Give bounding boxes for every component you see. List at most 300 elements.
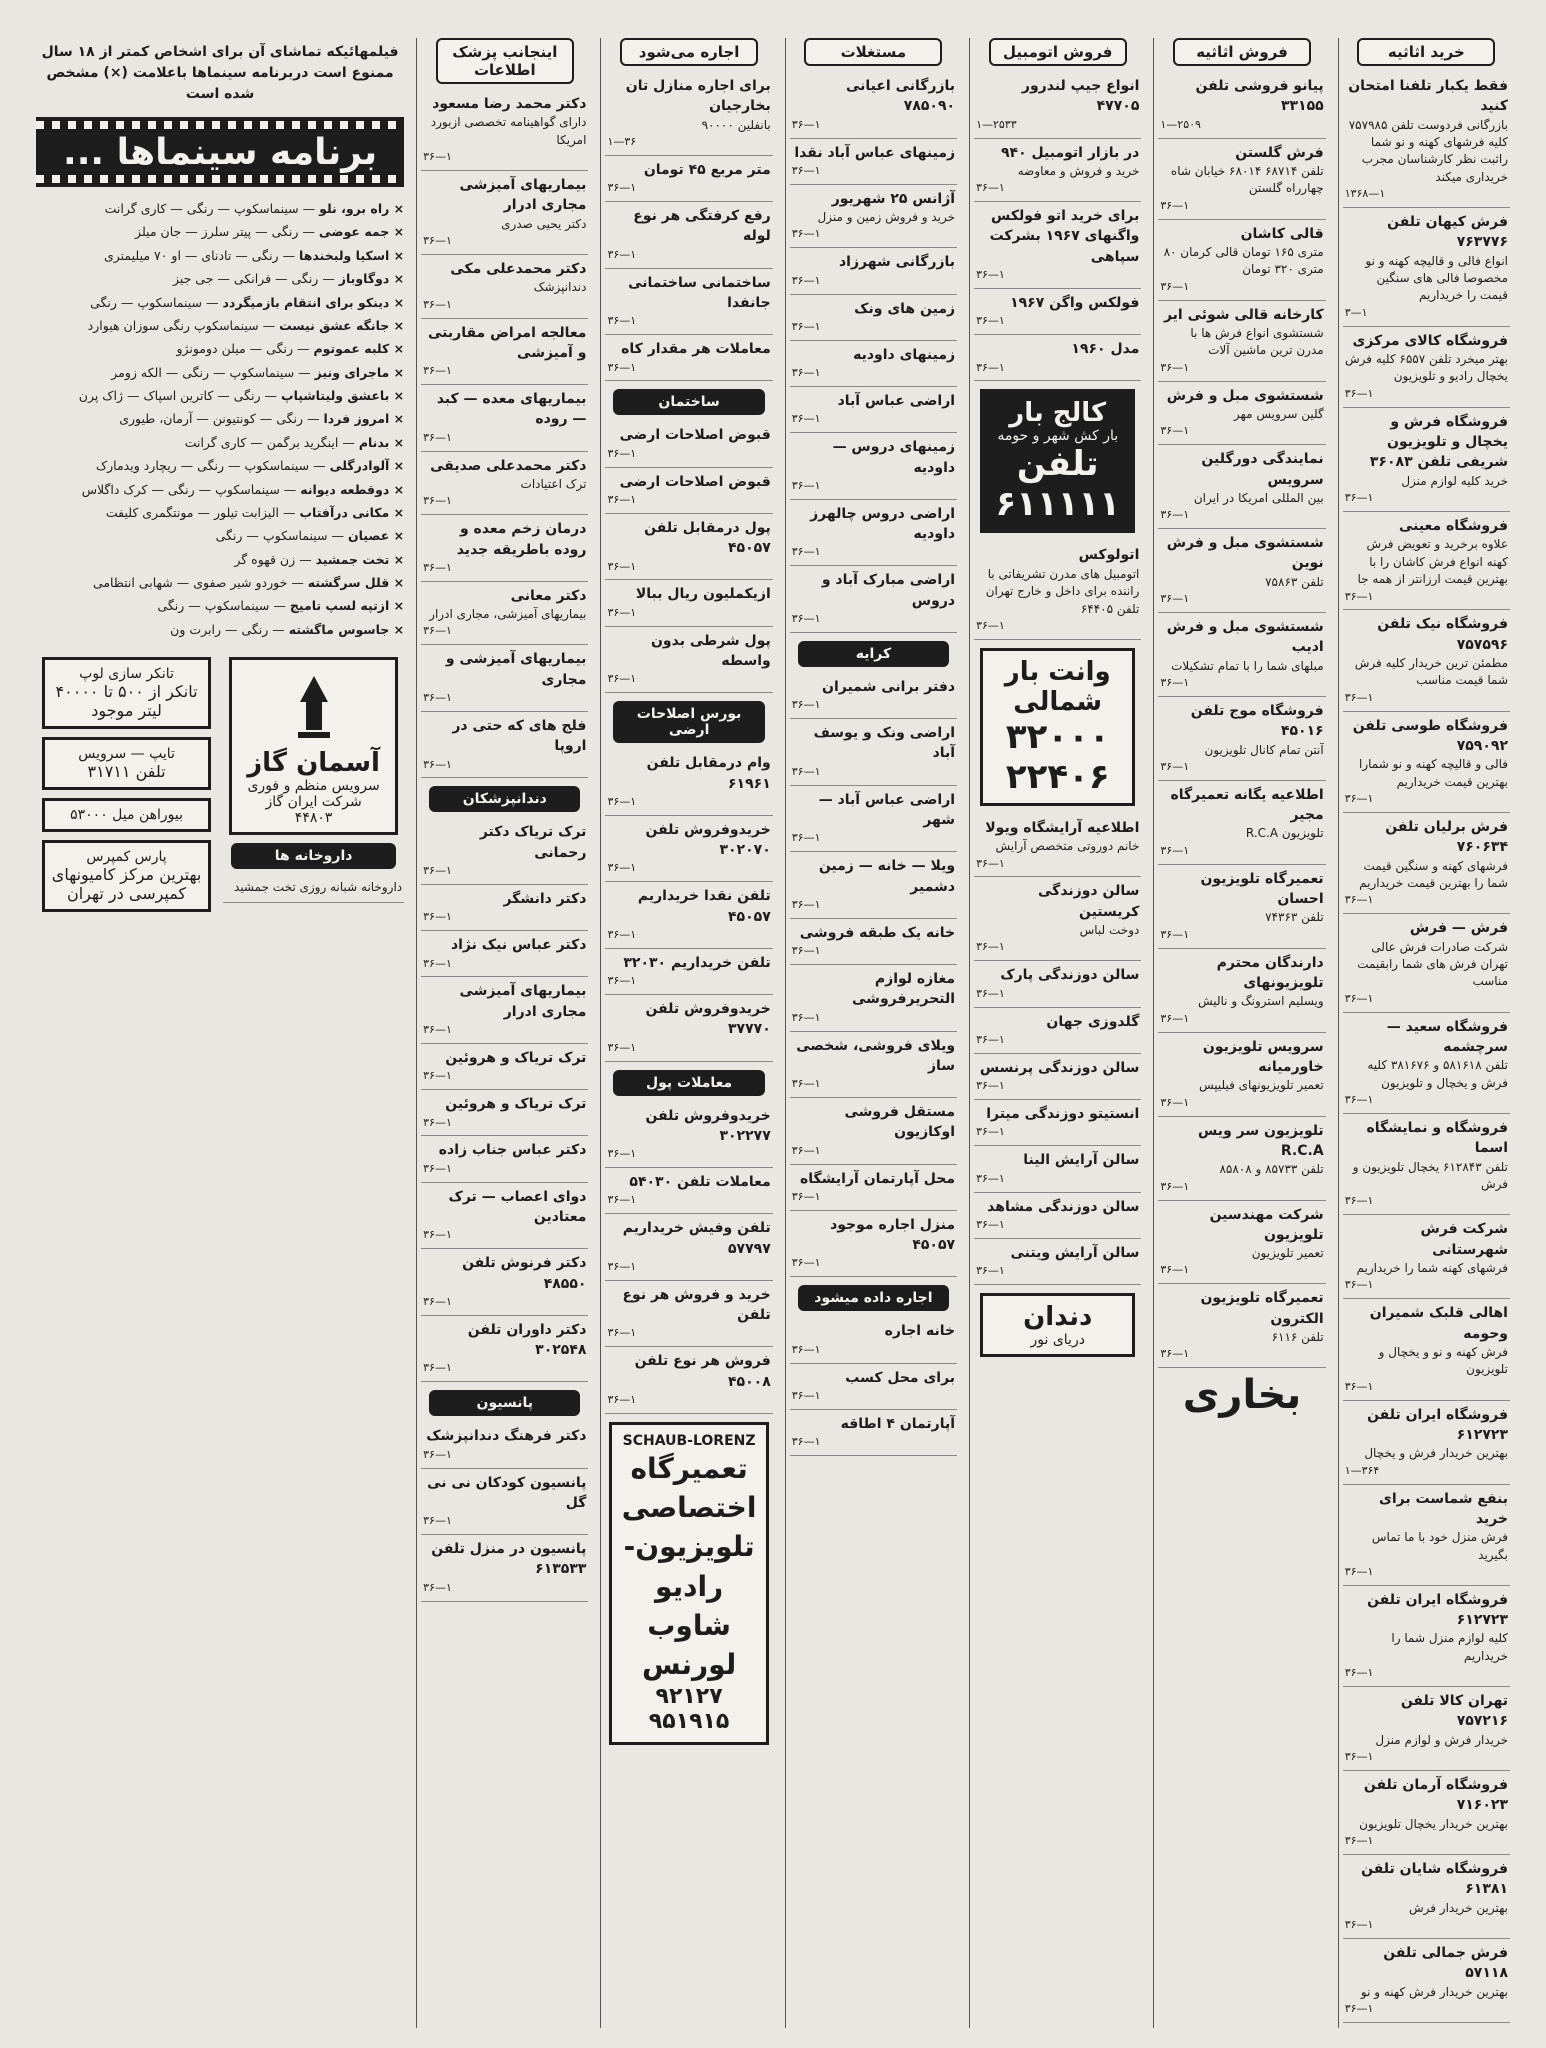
classified-ad bbox=[974, 289, 1141, 335]
ad-code: ۳۶—۱ bbox=[791, 1342, 821, 1356]
ad-code: ۳۶—۱ bbox=[1344, 589, 1374, 603]
film-title: × دوقطعه دیوانه bbox=[300, 481, 405, 497]
ad-title: دکتر عباس نیک نژاد bbox=[450, 937, 587, 954]
classified-ad bbox=[421, 1044, 588, 1090]
ad-title: منزل اجاره موجود ۴۵۰۵۷ bbox=[830, 1216, 956, 1254]
ad-body: ترک اعتیادات bbox=[520, 476, 587, 491]
ad-code: ۳۶—۱ bbox=[976, 181, 1005, 195]
ad-code: ۳۶—۱ bbox=[423, 1361, 452, 1375]
classified-ad bbox=[790, 387, 957, 433]
ad-code: ۳۶—۱ bbox=[791, 698, 821, 712]
ad-code: ۳۶—۱ bbox=[607, 927, 637, 941]
ad-title: تلفن خریداریم ۳۲۰۳۰ bbox=[623, 954, 771, 971]
classified-ad bbox=[974, 1239, 1141, 1285]
ad-body: فرشهای کهنه شما را خریداریم bbox=[1356, 1261, 1508, 1275]
ad-title: شستشوی مبل و فرش ادیب bbox=[1166, 619, 1324, 656]
ad-title: اراضی عباس آباد bbox=[837, 393, 956, 410]
ad-title: فروشگاه موج تلفن ۴۵۰۱۶ bbox=[1190, 702, 1324, 740]
classified-ad bbox=[1158, 220, 1325, 301]
classified-ad bbox=[1343, 712, 1510, 813]
film-info: سینماسکوپ — رنگی bbox=[215, 528, 328, 544]
ad-code: ۳۶—۱ bbox=[791, 611, 821, 625]
ad-code: ۳۶—۱ bbox=[607, 1193, 637, 1207]
ad-title: پول شرطی بدون واسطه bbox=[650, 632, 771, 669]
side-ads bbox=[36, 649, 217, 920]
film-title: × راه برو، نلو bbox=[319, 201, 405, 216]
gas-ad-phone: ۴۴۸۰۳ bbox=[294, 810, 333, 827]
ad-code: ۳۶—۱ bbox=[1160, 198, 1190, 212]
film-info: سینماسکوپ — رنگی bbox=[157, 598, 270, 614]
classified-ad bbox=[421, 515, 588, 582]
ad-title: فروشگاه طوسی تلفن ۷۵۹۰۹۲ bbox=[1352, 717, 1508, 755]
film-listing: × ازتپه لسپ تامیج — سینماسکوپ — رنگی bbox=[157, 598, 405, 614]
ad-title: فروشگاه سعید — سرچشمه bbox=[1386, 1018, 1508, 1056]
ad-title: تعمیرگاه تلویزیون احسان bbox=[1200, 870, 1324, 908]
film-info: سینماسکوپ — رنگی — الکه زومر bbox=[111, 364, 295, 380]
ad-code: ۳۶—۱ bbox=[1160, 1179, 1190, 1193]
ad-title: تلفن وفیش خریداریم ۵۷۷۹۷ bbox=[622, 1220, 771, 1257]
ad-code: ۳۶—۱ bbox=[1160, 1011, 1190, 1025]
ad-code: ۱—۳۶ bbox=[607, 134, 637, 148]
film-info: رنگی — کونتیونن — آرمان، طیوری bbox=[119, 411, 304, 427]
ad-title: خریدوفروش تلفن ۳۷۷۷۰ bbox=[645, 1001, 771, 1038]
ad-title: بیماریهای آمیزشی و مجاری bbox=[445, 651, 587, 688]
section-subheader: دندانپزشکان bbox=[429, 786, 580, 812]
ad-title: فروشگاه کالای مرکزی bbox=[1352, 332, 1508, 349]
ad-title: اراضی دروس چالهرز داودیه bbox=[810, 505, 956, 543]
ad-code: ۳۶—۱ bbox=[607, 446, 637, 460]
ad-code: ۳۶—۱ bbox=[423, 150, 452, 164]
pharmacy-body: داروخانه شبانه روزی تخت جمشید bbox=[234, 880, 403, 895]
classified-ad bbox=[974, 814, 1141, 878]
film-info: سینماسکوپ — رنگی — کاری گرانت bbox=[104, 201, 299, 216]
side-box-ad bbox=[42, 840, 211, 912]
ad-body: تعمیر تلویزیون bbox=[1251, 1246, 1324, 1261]
ad-code: ۳—۱ bbox=[1344, 305, 1368, 319]
film-listing: × دینکو برای انتقام بازمیگردد — سینماسکوپ — رنگی bbox=[90, 294, 405, 310]
classified-ad bbox=[790, 248, 957, 294]
cinema-note: فیلمهائیکه تماشای آن برای اشخاص کمتر از ۱۸ سال ممنوع است دربرنامه سینماها باعلامت (×) مشخص شده است bbox=[41, 44, 399, 102]
classified-ad bbox=[1343, 1114, 1510, 1215]
ad-code: ۳۶—۱ bbox=[1344, 893, 1374, 907]
ad-code: ۳۶—۱ bbox=[791, 319, 821, 333]
classified-ad bbox=[1158, 445, 1325, 529]
ad-code: ۳۶—۱ bbox=[607, 672, 637, 686]
film-listing: × ماجرای ونیز — سینماسکوپ — رنگی — الکه زومر bbox=[111, 364, 405, 380]
ad-code: ۳۶—۱ bbox=[1344, 690, 1374, 704]
ad-title: شرکت مهندسین تلویزیون bbox=[1209, 1206, 1324, 1243]
ad-body: بهترین خریدار فرش و یخچال bbox=[1364, 1446, 1508, 1461]
ad-title: بازرگانی اعیانی ۷۸۵۰۹۰ bbox=[845, 78, 956, 115]
ad-title: وام درمقابل تلفن ۶۱۹۶۱ bbox=[646, 755, 771, 792]
film-info: خوردو شیر صفوی — شهابی انتظامی bbox=[92, 575, 288, 590]
side-box-ad bbox=[42, 737, 211, 790]
ad-code: ۳۶—۱ bbox=[423, 910, 452, 924]
classified-ad bbox=[1343, 914, 1510, 1012]
classified-ad bbox=[1343, 512, 1510, 610]
ad-title: بنفع شماست برای خرید bbox=[1379, 1490, 1508, 1527]
ad-title: فلج های که حتی در اروپا bbox=[452, 717, 587, 755]
gas-ad-body: سرویس منظم و فوری شرکت ایران گاز bbox=[247, 778, 380, 811]
film-title: × اسکیا ولبخندها bbox=[299, 247, 405, 263]
dental-ad-title: دندان bbox=[1023, 1302, 1093, 1333]
ad-title: اراضی عباس آباد — شهر bbox=[818, 791, 956, 828]
film-listing: × تخت جمشید — زن قهوه گر bbox=[234, 551, 405, 567]
ad-body: شرکت صادرات فرش عالی تهران فرش های شما رابقیمت مناسب bbox=[1357, 939, 1508, 989]
film-info: رنگی — پیتر سلرز — جان میلز bbox=[135, 224, 299, 240]
ad-code: ۳۶—۱ bbox=[1160, 1347, 1190, 1361]
ad-code: ۱—۲۵۰۹ bbox=[1160, 117, 1201, 131]
ad-body: اتومبیل های مدرن تشریفاتی با راننده برای داخل و خارج تهران تلفن ۶۴۴۰۵ bbox=[985, 566, 1140, 616]
ad-code: ۳۶—۱ bbox=[1344, 1194, 1374, 1208]
ad-code: ۳۶—۱ bbox=[1344, 792, 1374, 806]
ad-code: ۳۶—۱ bbox=[607, 314, 637, 328]
ad-title: رفع کرفتگی هر نوع لوله bbox=[633, 208, 771, 245]
classified-ad bbox=[1343, 1401, 1510, 1485]
ad-code: ۳۶—۱ bbox=[1344, 1666, 1374, 1680]
ad-title: دکتر فرهنگ دندانپزشک bbox=[426, 1428, 587, 1445]
classified-ad bbox=[790, 295, 957, 341]
ad-title: درمان زخم معده و روده باطریقه جدید bbox=[456, 521, 587, 558]
classified-ad bbox=[790, 500, 957, 567]
ad-code: ۳۶—۱ bbox=[791, 117, 821, 131]
ad-body: خرید و فروش زمین و منزل bbox=[817, 210, 956, 225]
classified-ad bbox=[1343, 327, 1510, 408]
ad-title: سالن دوزندگی کریستین bbox=[1038, 883, 1140, 920]
classified-ad bbox=[1343, 1939, 1510, 2023]
ad-code: ۳۶—۱ bbox=[423, 364, 452, 378]
ad-code: ۳۶—۱ bbox=[607, 794, 637, 808]
film-listing: × جاسوس ماگشته — رنگی — رابرت ون bbox=[170, 621, 405, 637]
classified-ad bbox=[421, 255, 588, 319]
column-header: اینجانب پزشک اطلاعات bbox=[436, 38, 574, 84]
film-title: × کلبه عموتوم bbox=[313, 341, 405, 357]
side-box-ad bbox=[42, 798, 211, 832]
classified-ad bbox=[605, 882, 772, 949]
classified-ad bbox=[1158, 301, 1325, 382]
column-header: مستغلات bbox=[804, 38, 942, 66]
college-bar-title: کالج بار bbox=[1009, 398, 1107, 429]
film-title: × دوگاوباز bbox=[338, 271, 405, 287]
ad-code: ۳۶—۱ bbox=[1344, 2001, 1374, 2015]
classified-ad bbox=[605, 202, 772, 269]
ad-code: ۳۶—۱ bbox=[791, 944, 821, 958]
ad-code: ۳۶—۱ bbox=[791, 831, 821, 845]
ad-title: کارخانه قالی شوئی ایر bbox=[1163, 306, 1324, 323]
classified-ad bbox=[790, 673, 957, 719]
schaub-phone: ۹۲۱۲۷ ۹۵۱۹۱۵ bbox=[648, 1684, 730, 1735]
ad-code: ۳۶—۱ bbox=[791, 545, 821, 559]
ad-code: ۳۶—۱ bbox=[1160, 759, 1190, 773]
ad-code: ۳۶—۱ bbox=[976, 986, 1005, 1000]
classified-ad bbox=[1343, 408, 1510, 512]
ad-body: تلفن ۵۸۱۶۱۸ و ۳۸۱۶۷۶ کلیه فرش و یخچال و تلویزیون bbox=[1367, 1058, 1508, 1090]
ad-body: بین المللی امریکا در ایران bbox=[1193, 490, 1324, 505]
classified-ad bbox=[421, 1422, 588, 1468]
ad-body: بازرگانی فردوست تلفن ۷۵۷۹۸۵ کلیه فرشهای کهنه و نو شما راثبت نظر کارشناسان مجرب خریداری میکند bbox=[1348, 117, 1508, 184]
ad-code: ۳۶—۱ bbox=[423, 691, 452, 704]
ad-title: پیانو فروشی تلفن ۳۳۱۵۵ bbox=[1195, 78, 1324, 115]
classified-ad bbox=[421, 452, 588, 516]
ad-title: فولکس واگن ۱۹۶۷ bbox=[1010, 294, 1140, 311]
ad-code: ۳۶—۱ bbox=[1344, 991, 1374, 1005]
classified-ad bbox=[421, 1183, 588, 1250]
classified-ad bbox=[974, 335, 1141, 381]
ad-title: بازرگانی شهرزاد bbox=[838, 254, 956, 271]
classified-ad bbox=[605, 580, 772, 626]
section-subheader: پانسیون bbox=[429, 1390, 580, 1416]
classified-ad bbox=[605, 627, 772, 694]
ad-code: ۳۶—۱ bbox=[607, 1040, 637, 1054]
column-header: فروش اتومبیل bbox=[989, 38, 1127, 66]
ad-title: دفتر برانی شمیران bbox=[822, 678, 956, 695]
classified-ad bbox=[421, 1136, 588, 1182]
classified-ad bbox=[790, 1098, 957, 1165]
ad-body: فالی و قالیچه کهنه و نو شمارا بهترین قیمت خریداریم bbox=[1359, 757, 1508, 789]
ad-body: خانم دوروتی متخصص آرایش bbox=[995, 839, 1140, 854]
ad-title: قبوض اصلاحات ارضی bbox=[619, 427, 771, 444]
film-listing: × کلبه عموتوم — رنگی — میلن دومونژو bbox=[176, 341, 405, 357]
classified-ad bbox=[605, 335, 772, 381]
classified-ad bbox=[421, 1249, 588, 1316]
ad-title: فرش برلیان تلفن ۷۶۰۶۳۴ bbox=[1385, 819, 1508, 856]
classified-ad bbox=[605, 1214, 772, 1281]
ad-code: ۳۶—۱ bbox=[976, 1079, 1005, 1093]
film-title: × قلل سرگشته bbox=[307, 575, 405, 590]
ad-title: دکتر محمدعلی مکی bbox=[450, 260, 587, 277]
classified-ad bbox=[790, 1364, 957, 1410]
ad-code: ۳۶—۱ bbox=[791, 478, 821, 492]
cinema-banner: برنامه سینماها ... bbox=[36, 117, 404, 187]
classified-ad bbox=[974, 1146, 1141, 1192]
ad-code: ۱—۲۵۳۳ bbox=[976, 117, 1017, 131]
film-title: × ازتپه لسپ تامیج bbox=[289, 598, 405, 614]
ad-code: ۳۶—۱ bbox=[791, 897, 821, 911]
classified-ad bbox=[974, 202, 1141, 289]
film-title: × ماجرای ونیز bbox=[314, 364, 405, 380]
ad-code: ۳۶—۱ bbox=[423, 1294, 452, 1308]
classified-ad bbox=[605, 1347, 772, 1414]
ad-title: مدل ۱۹۶۰ bbox=[1071, 341, 1140, 358]
ad-title: ازیکملیون ریال ببالا bbox=[635, 586, 771, 603]
ad-title: اهالی قلبک شمیران وحومه bbox=[1369, 1305, 1508, 1342]
ad-title: تعمیرگاه تلویزیون الکترون bbox=[1200, 1290, 1324, 1327]
ad-code: ۳۶—۱ bbox=[423, 1514, 452, 1528]
ad-title: زمین های ونک bbox=[854, 300, 956, 317]
ad-code: ۳۶—۱ bbox=[607, 247, 637, 261]
ad-code: ۳۶—۱ bbox=[791, 163, 821, 177]
ad-code: ۳۶—۱ bbox=[791, 1388, 821, 1402]
ad-title: انواع جیپ لندرور ۴۷۷۰۵ bbox=[1021, 78, 1140, 115]
ad-code: ۳۶—۱ bbox=[791, 227, 821, 241]
classified-ad bbox=[421, 1316, 588, 1383]
ad-body: تلفن ۸۵۷۳۳ و ۸۵۸۰۸ bbox=[1219, 1162, 1324, 1177]
ad-body: دکتر یحیی صدری bbox=[501, 216, 587, 231]
classified-ad bbox=[1343, 1687, 1510, 1771]
ad-title: فروشگاه ایران تلفن ۶۱۲۷۲۳ bbox=[1367, 1406, 1508, 1443]
ad-title: فرش جمالی تلفن ۵۷۱۱۸ bbox=[1383, 1944, 1508, 1982]
column-header: خرید اثاثیه bbox=[1357, 38, 1495, 66]
film-listing: × دوقطعه دیوانه — سینماسکوپ — رنگی — کرک داگلاس bbox=[81, 481, 405, 497]
ad-title: اراضی ونک و یوسف آباد bbox=[813, 725, 956, 762]
classified-ad bbox=[790, 965, 957, 1032]
ad-title: مستقل فروشی اوکازیون bbox=[844, 1104, 956, 1141]
ad-body: بهترین خریدار فرش bbox=[1408, 1900, 1508, 1915]
classified-ad bbox=[421, 977, 588, 1044]
ad-code: ۳۶—۱ bbox=[976, 1171, 1005, 1185]
ad-title: محل آپارتمان آرایشگاه bbox=[800, 1170, 956, 1187]
film-title: × عصیان bbox=[347, 528, 405, 544]
classified-ad bbox=[790, 72, 957, 139]
ad-code: ۳۶—۱ bbox=[791, 1143, 821, 1157]
ad-code: ۳۶—۱ bbox=[423, 1580, 452, 1594]
ad-title: ساختمانی ساختمانی جانفدا bbox=[628, 274, 771, 311]
column-header: فروش اثاثیه bbox=[1173, 38, 1311, 66]
ad-code: ۳۶—۱ bbox=[791, 1189, 821, 1203]
ad-body: مبلهای شما را با تمام تشکیلات bbox=[1171, 658, 1324, 673]
film-info: سینماسکوپ — رنگی — ریچارد ویدمارک bbox=[95, 458, 310, 474]
classified-ad bbox=[974, 139, 1141, 203]
ad-code: ۳۶—۱ bbox=[607, 974, 637, 988]
ad-title: فروشگاه ایران تلفن ۶۱۲۷۲۳ bbox=[1367, 1591, 1508, 1629]
film-title: × جانگه عشق نیست bbox=[279, 317, 405, 333]
film-title: × تخت جمشید bbox=[315, 551, 405, 567]
film-info: رنگی — میلن دومونژو bbox=[176, 341, 293, 357]
ad-title: در بازار اتومبیل ۹۴۰ bbox=[1001, 144, 1140, 161]
ad-title: ترک تریاک و هروئین bbox=[445, 1050, 587, 1066]
ad-code: ۳۶—۱ bbox=[607, 1326, 637, 1340]
van-bar-phone: ۳۲۰۰۰ ۲۲۴۰۶ bbox=[1005, 716, 1110, 797]
classified-ad bbox=[605, 269, 772, 336]
schaub-title: تعمیرگاه اختصاصی تلویزیون-رادیو شاوب لورنس bbox=[621, 1451, 757, 1681]
classified-ad bbox=[1158, 1284, 1325, 1368]
section-subheader: اجاره داده میشود bbox=[798, 1285, 949, 1311]
ad-code: ۳۶—۱ bbox=[791, 1010, 821, 1024]
classified-ad bbox=[421, 712, 588, 779]
film-listing: × اسکیا ولبخندها — رنگی — تادنای — او ۷۰ میلیمتری bbox=[103, 247, 405, 263]
ad-body: بهترین خریدار یخچال تلویزیون bbox=[1359, 1816, 1508, 1831]
ad-body: دارای گواهینامه تخصصی ازبورد امریکا bbox=[430, 115, 587, 147]
classified-ad bbox=[790, 341, 957, 387]
ad-body: علاوه برخرید و تعویض فرش کهنه انواع فرش کاشان را با بهترین قیمت ارزانتر از همه جا bbox=[1357, 537, 1508, 587]
ad-title: خریدوفروش تلفن ۳۰۲۰۷۰ bbox=[645, 821, 771, 859]
ad-title: بیماریهای آمیزشی مجاری ادرار bbox=[459, 177, 587, 214]
ad-code: ۳۶—۱ bbox=[1344, 386, 1374, 400]
ad-title: شرکت فرش شهرستانی bbox=[1420, 1221, 1508, 1258]
side-ad-title: تایپ — سرویس bbox=[78, 746, 175, 763]
ad-body: بیماریهای آمیزشی، مجاری ادرار bbox=[429, 607, 587, 622]
ad-title: معاملات تلفن ۵۴۰۳۰ bbox=[629, 1174, 771, 1191]
classified-ad bbox=[421, 90, 588, 171]
film-info: سینماسکوپ رنگی سوزان هیوارد bbox=[87, 317, 259, 333]
ad-title: پانسیون در منزل تلفن ۶۱۳۵۳۳ bbox=[431, 1541, 587, 1578]
side-ad-body: بهترین مرکز کامیونهای کمپرسی در تهران bbox=[51, 865, 202, 904]
column-buy-furniture bbox=[1338, 38, 1514, 2028]
ad-title: آپارتمان ۴ اطاقه bbox=[840, 1415, 956, 1432]
classified-ad bbox=[421, 171, 588, 255]
ad-code: ۳۶—۱ bbox=[423, 234, 452, 247]
ad-code: ۳۶—۱ bbox=[423, 1447, 452, 1461]
classified-ad bbox=[605, 816, 772, 883]
column-cinema bbox=[32, 38, 408, 2028]
column-doctors bbox=[416, 38, 592, 2028]
section-subheader: کرایه bbox=[798, 641, 949, 667]
ad-title: دکتر محمد رضا مسعود bbox=[432, 96, 587, 112]
ad-code: ۳۶—۱ bbox=[976, 618, 1005, 632]
film-listing: × جمه عوضی — رنگی — پیتر سلرز — جان میلز bbox=[135, 224, 405, 240]
ad-title: قالی کاشان bbox=[1240, 225, 1324, 242]
film-listing: × جانگه عشق نیست — سینماسکوپ رنگی سوزان هیوارد bbox=[87, 317, 405, 333]
classified-ad bbox=[605, 514, 772, 581]
ad-title: فرش گلستن bbox=[1235, 144, 1324, 161]
classified-ad bbox=[1343, 1771, 1510, 1855]
ad-title: فرش — فرش bbox=[1409, 920, 1508, 937]
ad-title: اراضی مبارک آباد و دروس bbox=[821, 572, 956, 609]
column-rent bbox=[600, 38, 776, 2028]
ad-code: ۱۳۶۸—۱ bbox=[1344, 187, 1386, 201]
classified-ad bbox=[1343, 610, 1510, 711]
gas-ad bbox=[229, 657, 398, 835]
ad-code: ۳۶—۱ bbox=[1344, 1918, 1374, 1932]
ad-code: ۳۶—۱ bbox=[423, 1115, 452, 1129]
ad-code: ۳۶—۱ bbox=[607, 360, 637, 374]
ad-title: تهران کالا تلفن ۷۵۷۲۱۶ bbox=[1400, 1693, 1508, 1730]
ad-code: ۳۶—۱ bbox=[607, 861, 637, 875]
ad-title: شستشوی مبل و فرش نوین bbox=[1166, 535, 1324, 572]
ad-title: خرید و فروش هر نوع تلفن bbox=[622, 1286, 771, 1324]
ad-body: متری ۱۶۵ تومان قالی کرمان ۸۰ متری ۳۲۰ تومان bbox=[1163, 244, 1324, 277]
classified-ad bbox=[790, 433, 957, 500]
ad-title: سالن دوزندگی مشاهد bbox=[987, 1198, 1140, 1215]
ad-body: تلویزیون R.C.A bbox=[1245, 826, 1324, 841]
ad-code: ۳۶—۱ bbox=[423, 1228, 452, 1242]
classified-ad bbox=[1343, 1855, 1510, 1939]
ad-title: دارندگان محترم تلویزیونهای bbox=[1216, 954, 1324, 992]
column-sell-furniture bbox=[1153, 38, 1329, 2028]
ad-code: ۳۶—۱ bbox=[607, 492, 637, 506]
classified-ad bbox=[605, 72, 772, 156]
ad-code: ۱—۳۶۴ bbox=[1344, 1463, 1380, 1477]
schaub-brand: SCHAUB-LORENZ bbox=[622, 1432, 756, 1449]
ad-code: ۳۶—۱ bbox=[1160, 843, 1190, 857]
classified-ad bbox=[1343, 813, 1510, 914]
classified-ad bbox=[974, 1100, 1141, 1146]
classified-ad bbox=[1158, 139, 1325, 220]
ad-title: ویلای فروشی، شخصی ساز bbox=[796, 1037, 956, 1074]
ad-title: زمینهای دروس — داودیه bbox=[832, 439, 956, 476]
column-sell-car bbox=[969, 38, 1145, 2028]
classified-ad bbox=[1158, 613, 1325, 697]
side-ad-title: پارس کمپرس bbox=[86, 849, 167, 866]
ad-code: ۳۶—۱ bbox=[423, 1023, 452, 1037]
ad-code: ۳۶—۱ bbox=[1344, 491, 1374, 505]
ad-body: انواع فالی و قالیچه کهنه و نو مخصوصا فالی های سنگین قیمت را خریداریم bbox=[1365, 253, 1508, 303]
ad-code: ۳۶—۱ bbox=[1344, 1379, 1374, 1393]
ad-code: ۳۶—۱ bbox=[1160, 360, 1190, 374]
section-subheader: ساختمان bbox=[613, 389, 764, 415]
classified-ad bbox=[605, 421, 772, 467]
gas-column bbox=[223, 649, 404, 920]
section-subheader: معاملات پول bbox=[613, 1070, 764, 1096]
classified-ad bbox=[790, 1410, 957, 1456]
ad-code: ۳۶—۱ bbox=[607, 181, 637, 195]
ad-code: ۳۶—۱ bbox=[423, 430, 452, 444]
classified-ad bbox=[790, 1211, 957, 1278]
film-title: × جمه عوضی bbox=[318, 224, 405, 240]
ad-code: ۳۶—۱ bbox=[791, 1435, 821, 1449]
ad-code: ۳۶—۱ bbox=[1344, 1750, 1374, 1764]
classified-ad bbox=[790, 1317, 957, 1363]
